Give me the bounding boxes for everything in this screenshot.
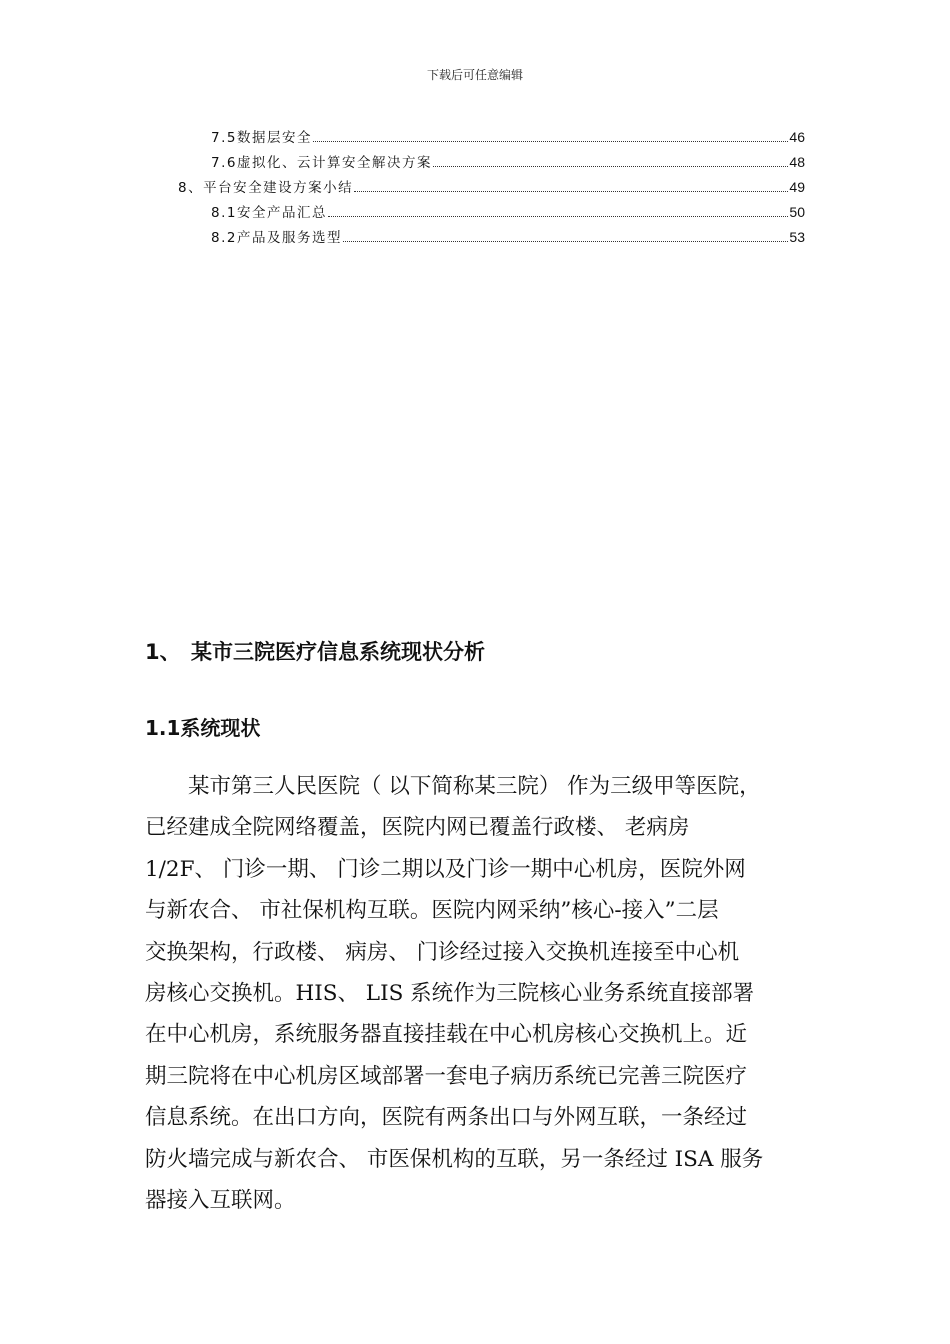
toc-entry-label: 7.6虚拟化、云计算安全解决方案 [211, 155, 432, 171]
toc-dot-leader [354, 190, 788, 192]
section-heading [145, 636, 485, 666]
toc-entry-7-5[interactable] [211, 126, 805, 148]
toc-entry-label: 8.2产品及服务选型 [211, 230, 342, 246]
toc-entry-label: 7.5数据层安全 [211, 130, 312, 146]
paragraph-line: 防火墙完成与新农合、 市医保机构的互联，另一条经过 ISA 服务 [145, 1146, 764, 1172]
toc-dot-leader [343, 240, 788, 242]
section-number: 1、 [145, 640, 181, 664]
toc-dot-leader [313, 140, 788, 142]
paragraph-line: 某市第三人民医院（ 以下简称某三院） 作为三级甲等医院， [145, 774, 761, 799]
body-paragraph [145, 770, 805, 1225]
toc-entry-8[interactable] [178, 176, 805, 198]
toc-page-number: 46 [789, 129, 805, 145]
toc-page-number: 50 [789, 204, 805, 220]
subsection-heading: 1.1系统现状 [145, 716, 261, 740]
paragraph-line: 已经建成全院网络覆盖，医院内网已覆盖行政楼、 老病房 [145, 815, 690, 841]
toc-page-number: 49 [789, 179, 805, 195]
toc-entry-label: 8.1安全产品汇总 [211, 205, 327, 221]
paragraph-line: 期三院将在中心机房区域部署一套电子病历系统已完善三院医疗 [145, 1063, 748, 1089]
toc-page-number: 53 [789, 229, 805, 245]
toc-entry-8-1[interactable] [211, 201, 805, 223]
paragraph-line: 房核心交换机。HIS、 LIS 系统作为三院核心业务系统直接部署 [145, 980, 755, 1006]
page-header: 下载后可任意编辑 [426, 68, 523, 82]
toc-page-number: 48 [789, 154, 805, 170]
paragraph-line: 在中心机房，系统服务器直接挂载在中心机房核心交换机上。近 [145, 1022, 748, 1048]
paragraph-line: 器接入互联网。 [145, 1187, 296, 1213]
section-title: 某市三院医疗信息系统现状分析 [191, 640, 485, 664]
toc-entry-label: 8、平台安全建设方案小结 [178, 180, 354, 196]
toc-entry-7-6[interactable] [211, 151, 805, 173]
toc-entry-8-2[interactable] [211, 226, 805, 248]
paragraph-line: 与新农合、 市社保机构互联。医院内网采纳”核心-接入”二层 [145, 898, 719, 924]
paragraph-line: 交换架构，行政楼、 病房、 门诊经过接入交换机连接至中心机 [145, 939, 740, 965]
toc-dot-leader [433, 165, 788, 167]
paragraph-line: 信息系统。在出口方向，医院有两条出口与外网互联，一条经过 [145, 1105, 748, 1131]
paragraph-line: 1/2F、 门诊一期、 门诊二期以及门诊一期中心机房，医院外网 [145, 856, 746, 882]
toc-dot-leader [328, 215, 788, 217]
